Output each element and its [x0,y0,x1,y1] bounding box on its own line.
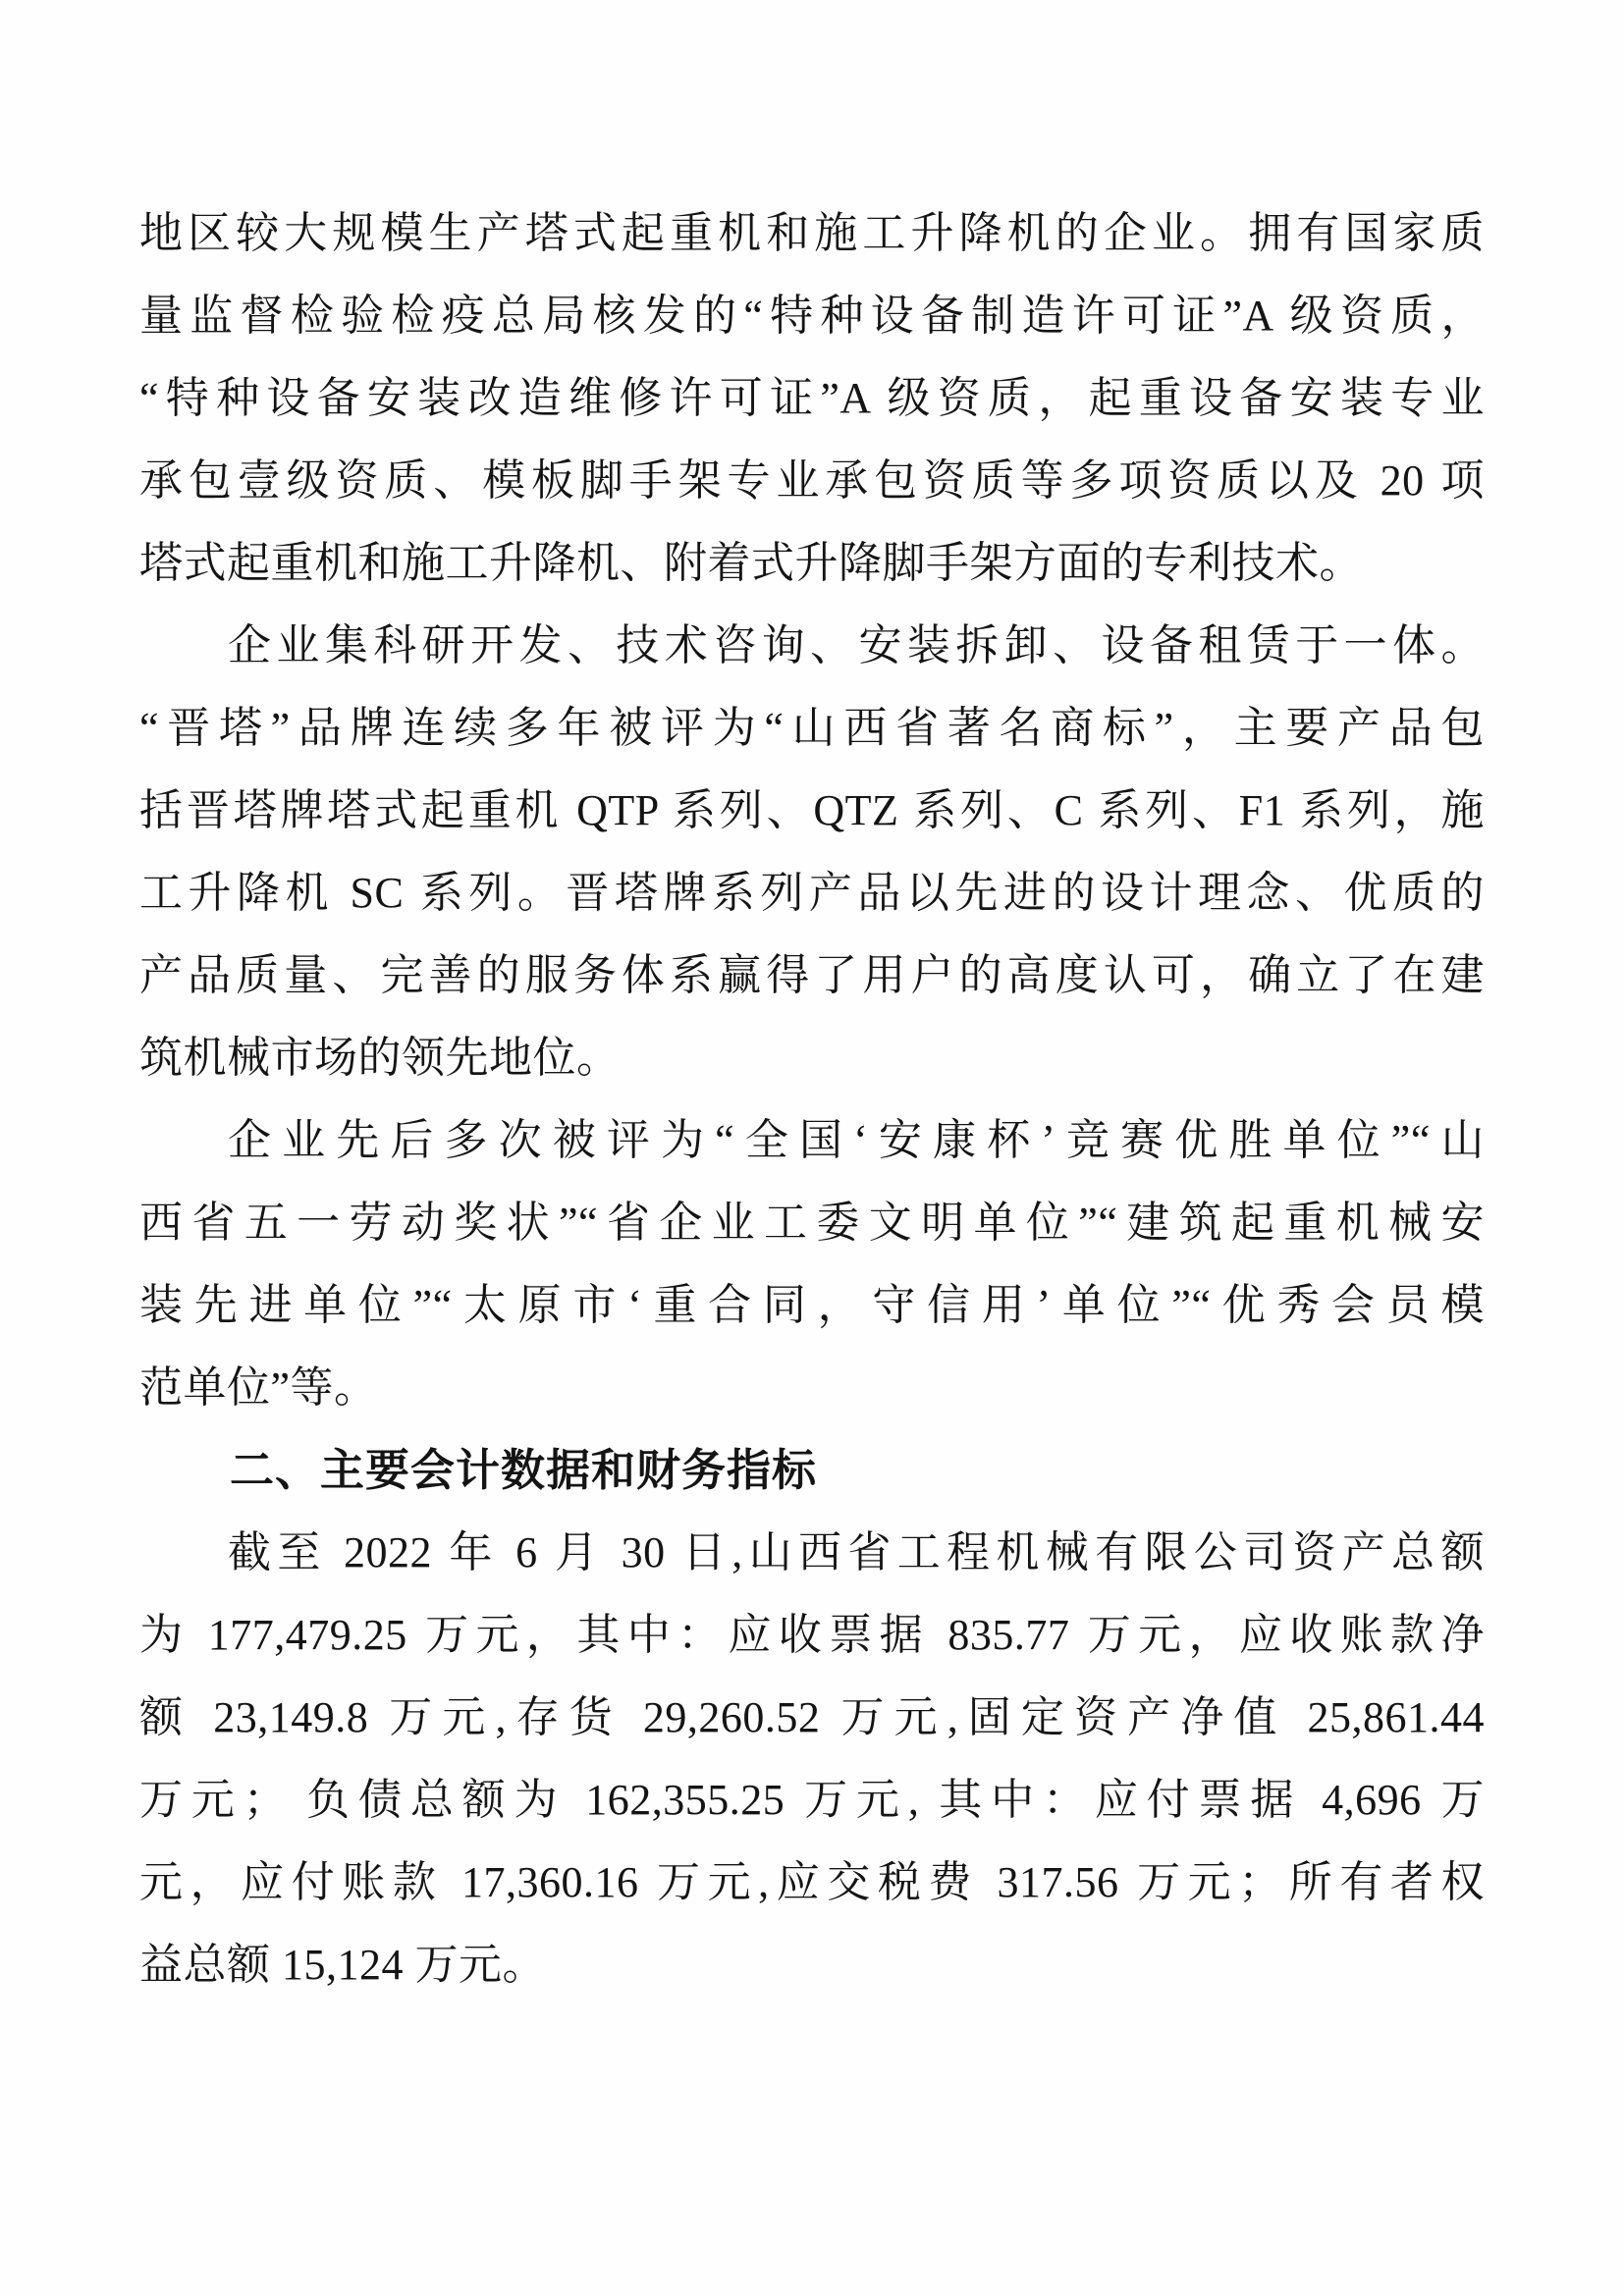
text-line: 为 177,479.25 万元，其中：应收票据 835.77 万元，应收账款净 [139,1611,1485,1659]
paragraph [139,1512,1485,2006]
text-line: 万元； 负债总额为 162,355.25 万元, 其中：应付票据 4,696 万 [139,1776,1485,1824]
paragraph [139,192,1485,605]
text-line: 地区较大规模生产塔式起重机和施工升降机的企业。拥有国家质 [139,209,1485,257]
text-line: 筑机械市场的领先地位。 [139,1034,621,1082]
text-line: 益总额 15,124 万元。 [139,1941,546,1989]
text-line: 企业集科研开发、技术咨询、安装拆卸、设备租赁于一体。 [228,621,1485,669]
text-line: “特种设备安装改造维修许可证”A 级资质，起重设备安装专业 [139,374,1485,422]
text-line: 西省五一劳动奖状”“省企业工委文明单位”“建筑起重机械安 [139,1199,1485,1247]
text-line: 范单位”等。 [139,1363,378,1412]
text-line: 括晋塔牌塔式起重机 QTP 系列、QTZ 系列、C 系列、F1 系列，施 [139,786,1485,834]
text-line: 工升降机 SC 系列。晋塔牌系列产品以先进的设计理念、优质的 [139,869,1485,917]
paragraph [139,605,1485,1099]
text-line: 塔式起重机和施工升降机、附着式升降脚手架方面的专利技术。 [139,539,1363,587]
text-line: 产品质量、完善的服务体系赢得了用户的高度认可，确立了在建 [139,951,1485,999]
section-heading-text: 二、主要会计数据和财务指标 [230,1445,818,1495]
text-line: 企业先后多次被评为“全国‘安康杯’竞赛优胜单位”“山 [228,1116,1485,1164]
text-line: 额 23,149.8 万元,存货 29,260.52 万元,固定资产净值 25,861.44 [139,1693,1485,1741]
section-heading [139,1429,1485,1512]
text-line: 量监督检验检疫总局核发的“特种设备制造许可证”A 级资质， [139,292,1485,340]
text-line: 元，应付账款 17,360.16 万元,应交税费 317.56 万元；所有者权 [139,1858,1485,1906]
paragraph [139,1099,1485,1429]
text-line: “晋塔”品牌连续多年被评为“山西省著名商标”，主要产品包 [139,704,1485,752]
text-line: 截至 2022 年 6 月 30 日,山西省工程机械有限公司资产总额 [228,1528,1485,1576]
text-line: 承包壹级资质、模板脚手架专业承包资质等多项资质以及 20 项 [139,456,1485,505]
text-line: 装先进单位”“太原市‘重合同，守信用’单位”“优秀会员模 [139,1281,1485,1329]
document-body [139,192,1485,2006]
